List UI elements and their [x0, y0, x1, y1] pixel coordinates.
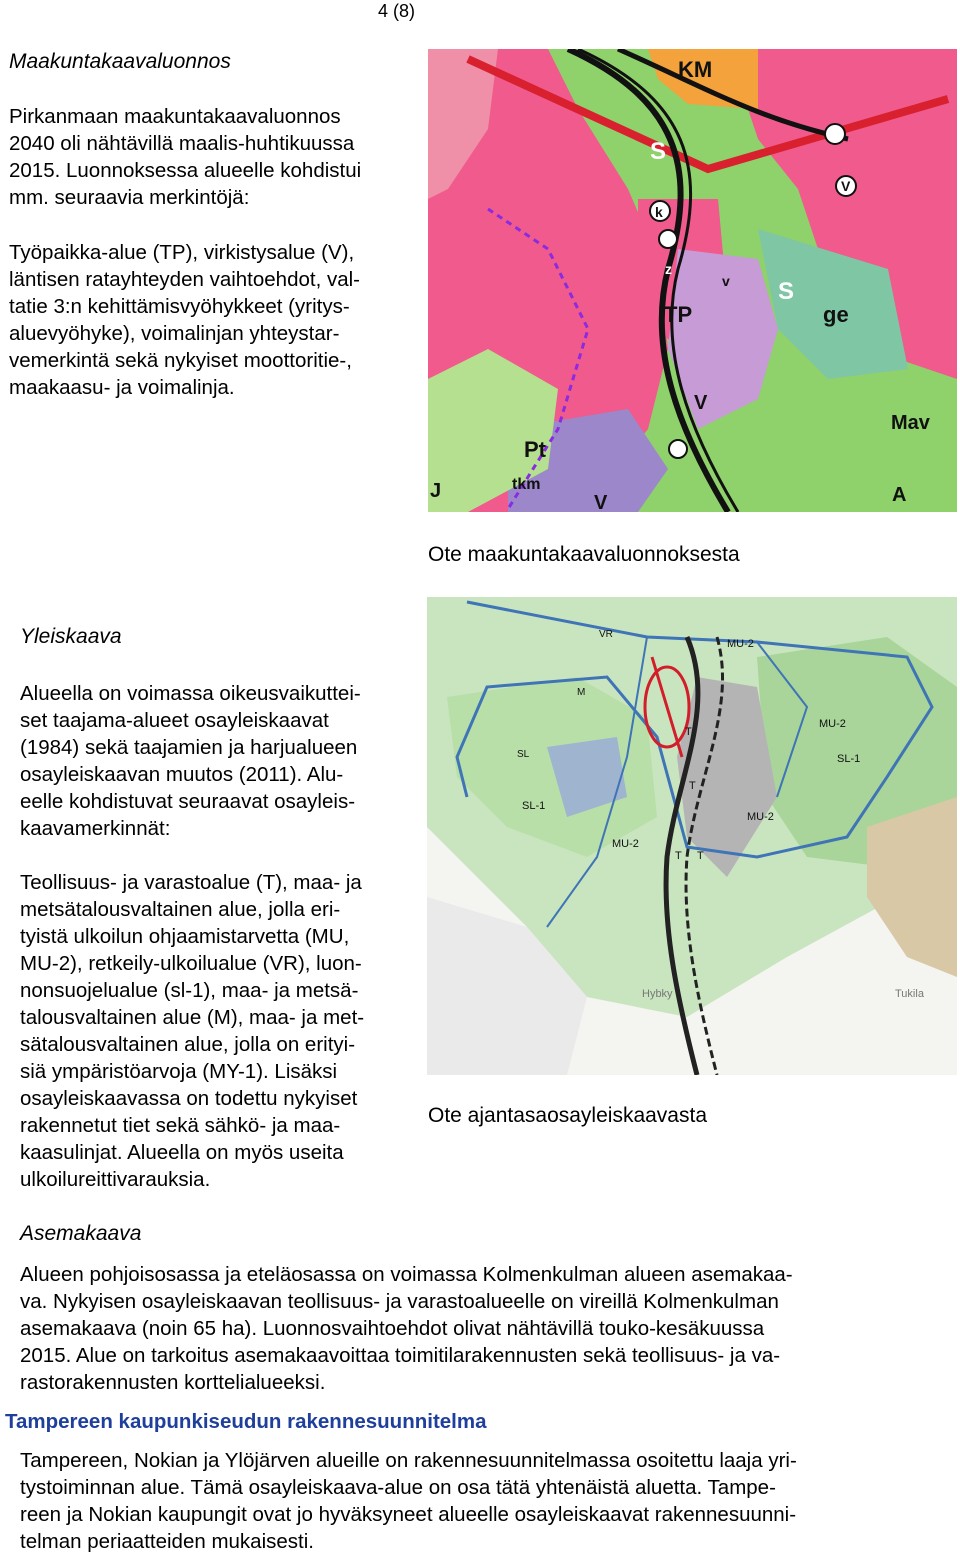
map1-label-v3: V — [694, 392, 708, 414]
map2-label-m: M — [577, 687, 586, 698]
map2-label-t-d: T — [697, 850, 704, 862]
map2-label-hybky: Hybky — [642, 988, 673, 1000]
section-heading-maakuntakaava: Maakuntakaavaluonnos — [9, 50, 231, 73]
map1-label-s2: S — [778, 278, 795, 305]
maakuntakaava-map-caption: Ote maakuntakaavaluonnoksesta — [428, 543, 740, 566]
map2-label-tukila: Tukila — [895, 988, 924, 1000]
page-number: 4 (8) — [378, 1, 416, 21]
map1-label-ge: ge — [823, 302, 849, 327]
map2-label-sl: SL — [517, 749, 530, 760]
maakuntakaava-paragraph-2: Työpaikka-alue (TP), virkistysalue (V), läntisen ratayhteyden vaihtoehdot, val- tatie 3:n kehittämisvyöhykkeet (yritys- aluevyöhyke), voimalinjan yhteystar- vemerkintä sekä nykyiset moottoritie-, maakaasu- ja voimalinja. — [9, 241, 361, 399]
yleiskaava-map-caption: Ote ajantasaosayleiskaavasta — [428, 1104, 707, 1127]
yleiskaava-map-graphic — [427, 597, 957, 1075]
yleiskaava-paragraph-1: Alueella on voimassa oikeusvaikuttei- set taajama-alueet osayleiskaavat (1984) sekä taajamien ja harjualueen osayleiskaavan muutos (2011). Alu- eelle kohdistuvat seuraavat osayleis- kaavamerkinnät: — [20, 682, 361, 840]
maakuntakaava-paragraph-1: Pirkanmaan maakuntakaavaluonnos 2040 oli nähtävillä maalis-huhtikuussa 2015. Luonnoksessa alueelle kohdistui mm. seuraavia merkintöjä: — [9, 105, 362, 209]
map2-label-sl1-a: SL-1 — [837, 753, 861, 765]
map2-label-t-c: T — [675, 850, 682, 862]
map1-label-s: S — [650, 138, 667, 165]
map2-label-mu2-d: MU-2 — [612, 838, 639, 850]
map1-label-v2: v — [722, 273, 730, 289]
map2-label-vr: VR — [599, 629, 613, 640]
map2-label-mu2-c: MU-2 — [747, 811, 774, 823]
map2-label-sl1-b: SL-1 — [522, 800, 546, 812]
map1-label-km: KM — [678, 57, 713, 82]
map1-label-k: k — [655, 204, 663, 220]
map2-label-t-a: T — [685, 726, 692, 738]
yleiskaava-paragraph-2: Teollisuus- ja varastoalue (T), maa- ja metsätalousvaltainen alue, jolla eri- tyistä ulkoilun ohjaamistarvetta (MU, MU-2), retkeily-ulkoilualue (VR), luon- nonsuojelualue (sl-1), maa- ja metsä- talousvaltainen alue (M), maa- ja met- sätalousvaltainen alue, jolla on erityi- siä ympäristöarvoja (MY-1). Lisäksi osayleiskaavassa on todettu nykyiset rakennetut tiet sekä sähkö- ja maa- kaasulinjat. Alueella on myös useita ulkoilureittivarauksia. — [20, 871, 365, 1191]
map1-label-z: z — [665, 261, 672, 277]
map1-label-v4: V — [594, 492, 608, 512]
map1-label-a: A — [892, 484, 907, 506]
map1-label-j: J — [430, 480, 442, 502]
maakuntakaava-map-image — [428, 49, 957, 512]
yleiskaava-map-image — [427, 597, 957, 1075]
map1-label-pt: Pt — [524, 437, 546, 462]
section-heading-rakennesuunnitelma: Tampereen kaupunkiseudun rakennesuunnitelma — [5, 1410, 487, 1433]
map1-label-tkm: tkm — [512, 476, 541, 493]
map2-label-mu2-a: MU-2 — [727, 638, 754, 650]
map1-label-v1: V — [841, 178, 851, 194]
section-heading-asemakaava: Asemakaava — [20, 1222, 142, 1245]
map2-label-t-b: T — [689, 780, 696, 792]
section-heading-yleiskaava: Yleiskaava — [20, 625, 122, 648]
map1-label-mav: Mav — [891, 412, 930, 434]
map2-label-mu2-b: MU-2 — [819, 718, 846, 730]
rakennesuunnitelma-paragraph: Tampereen, Nokian ja Ylöjärven alueille on rakennesuunnitelmassa osoitettu laaja yri- tystoiminnan alue. Tämä osayleiskaava-alue on osa tätä yhtenäistä aluetta. Tampe- reen ja Nokian kaupungit ovat jo hyväksyneet alueelle osayleiskaavat rakennesuunni- telman periaatteiden mukaisesti. — [20, 1449, 797, 1553]
maakuntakaava-map-graphic — [428, 49, 957, 512]
map1-label-tp: TP — [664, 302, 693, 327]
asemakaava-paragraph: Alueen pohjoisosassa ja eteläosassa on voimassa Kolmenkulman alueen asemakaa- va. Nykyisen osayleiskaavan teollisuus- ja varastoalueelle on vireillä Kolmenkulman asemakaava (noin 65 ha). Luonnosvaihtoehdot olivat nähtävillä touko-kesäkuussa 2015. Alue on tarkoitus asemakaavoittaa toimitilarakennusten sekä teollisuus- ja va- rastorakennusten korttelialueeksi. — [20, 1263, 793, 1394]
